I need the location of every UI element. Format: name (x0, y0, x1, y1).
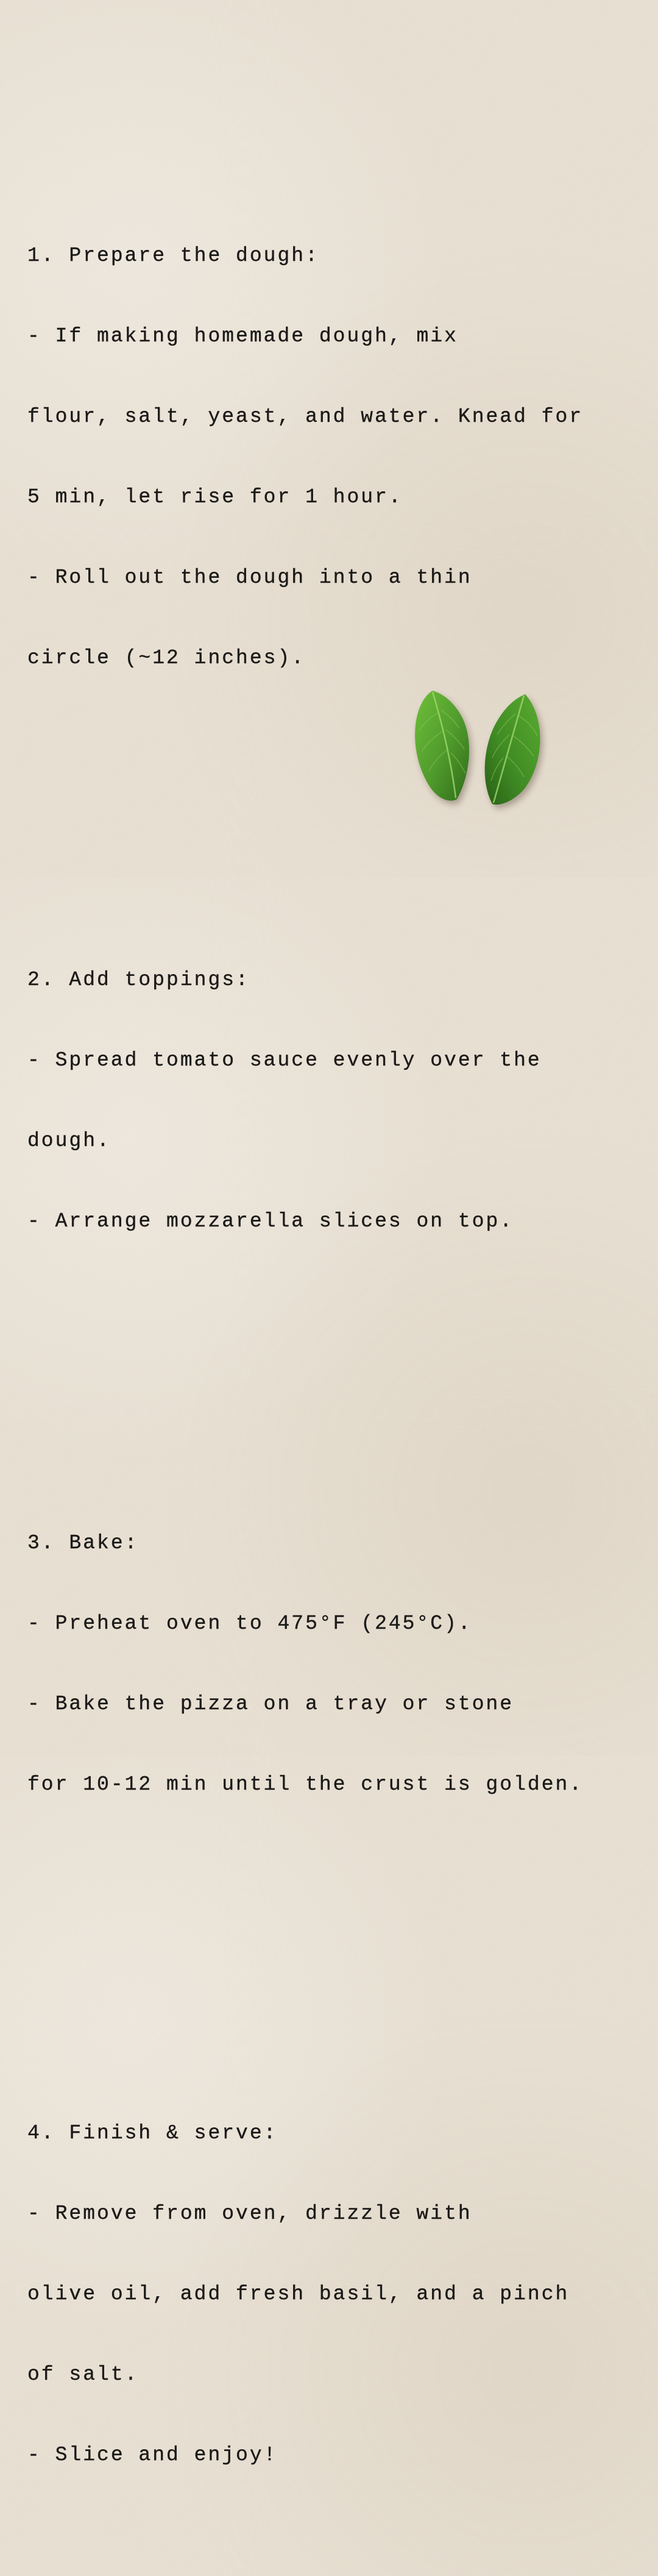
step-4-line: olive oil, add fresh basil, and a pinch (27, 2283, 570, 2305)
step-2-line: dough. (27, 1130, 111, 1152)
step-4-heading: 4. Finish & serve: (27, 2122, 278, 2144)
step-1-prepare-dough (27, 189, 631, 725)
step-2-heading: 2. Add toppings: (27, 969, 250, 991)
step-1-line: 5 min, let rise for 1 hour. (27, 486, 403, 508)
step-4-finish-serve (27, 2066, 631, 2522)
step-3-heading: 3. Bake: (27, 1532, 139, 1554)
step-4-line: - Remove from oven, drizzle with (27, 2202, 472, 2225)
step-4-line: - Slice and enjoy! (27, 2444, 278, 2466)
step-3-bake (27, 1476, 631, 1852)
recipe-instructions (27, 109, 631, 2576)
basil-leaf-left (415, 691, 469, 800)
step-4-line: of salt. (27, 2363, 139, 2386)
step-3-line: for 10-12 min until the crust is golden. (27, 1773, 584, 1796)
step-1-line: - If making homemade dough, mix (27, 325, 458, 347)
basil-leaves-icon (408, 686, 554, 814)
spacer (27, 1932, 631, 1986)
step-2-add-toppings (27, 913, 631, 1289)
step-1-line: - Roll out the dough into a thin (27, 566, 472, 589)
step-3-line: - Bake the pizza on a tray or stone (27, 1693, 514, 1715)
step-1-line: flour, salt, yeast, and water. Knead for (27, 405, 584, 428)
step-2-line: - Spread tomato sauce evenly over the (27, 1049, 542, 1072)
basil-leaf-right (485, 694, 540, 805)
step-1-heading: 1. Prepare the dough: (27, 244, 319, 267)
spacer (27, 1369, 631, 1396)
step-2-line: - Arrange mozzarella slices on top. (27, 1210, 514, 1233)
step-1-line: circle (~12 inches). (27, 647, 306, 669)
step-3-line: - Preheat oven to 475°F (245°C). (27, 1612, 472, 1635)
